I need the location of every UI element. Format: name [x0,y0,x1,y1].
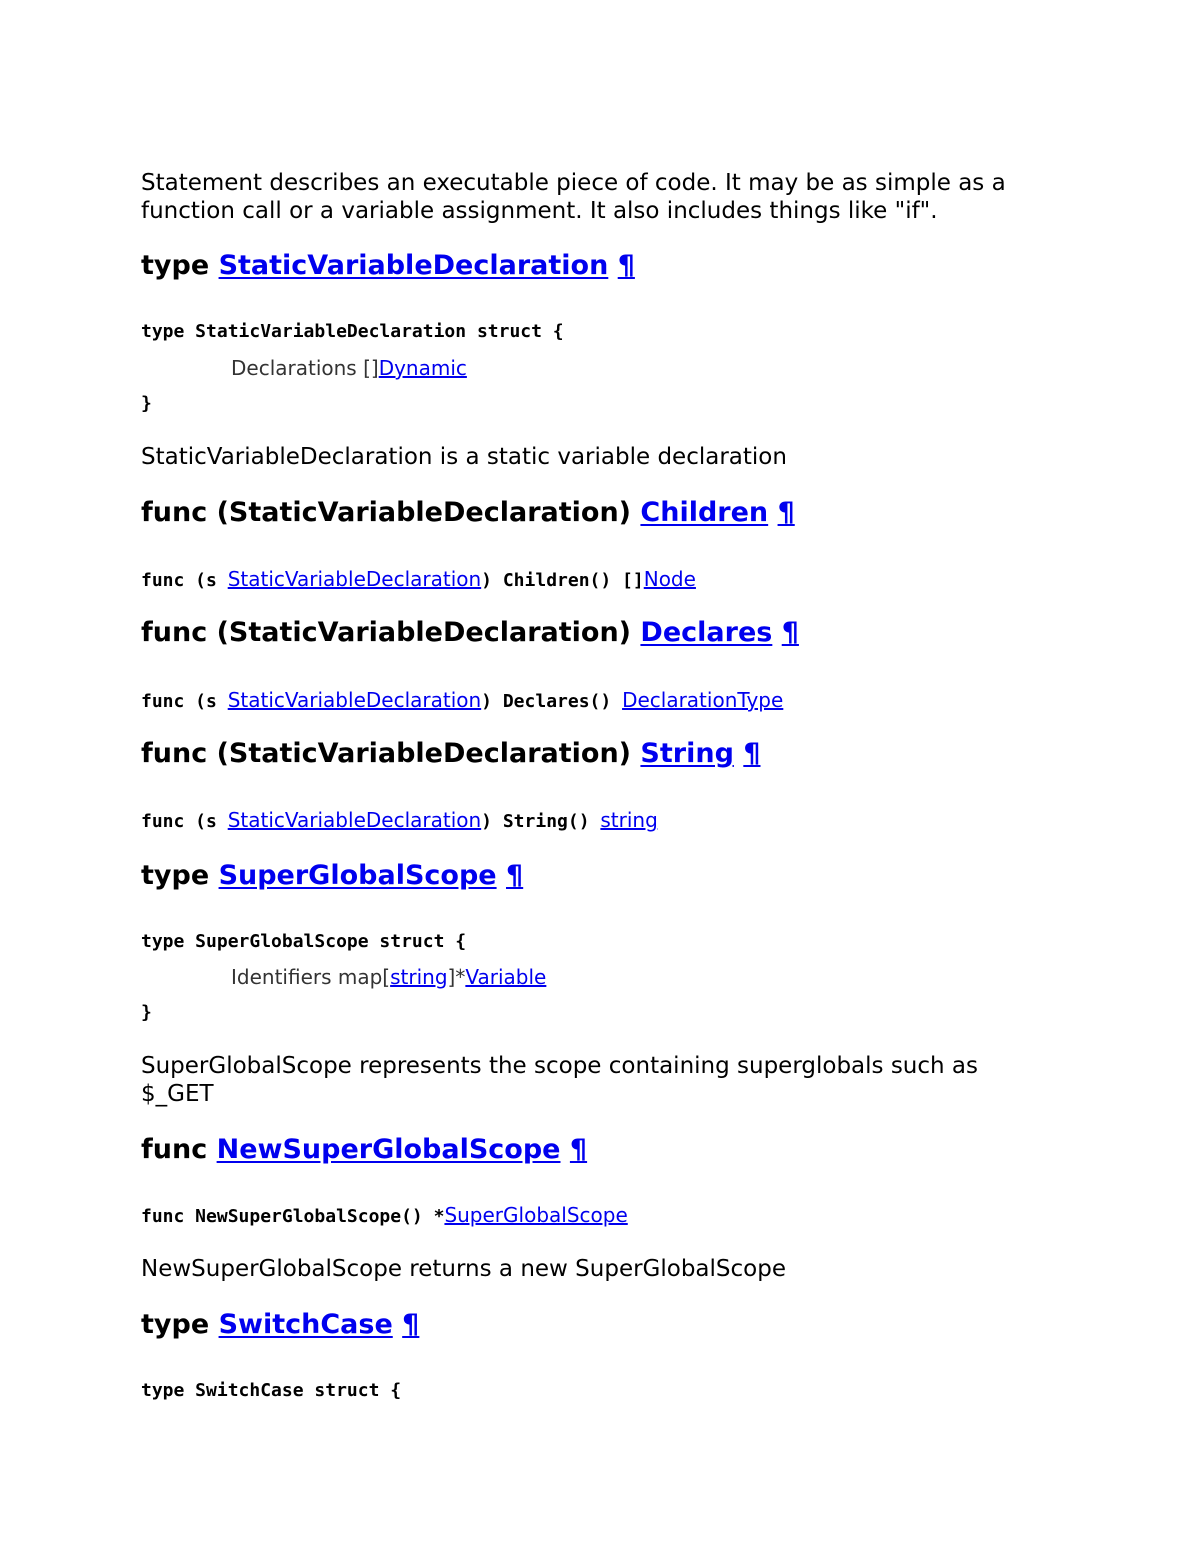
heading-children [141,496,795,530]
pilcrow-link[interactable]: ¶ [743,738,761,769]
field-name: Identifiers map[ [231,965,391,989]
signature-declares [141,688,783,714]
link-string-method[interactable]: String [640,738,734,769]
heading-new-super-global-scope [141,1133,587,1167]
link-node[interactable]: Node [643,567,696,591]
pilcrow-link[interactable]: ¶ [617,250,635,281]
heading-prefix: func (StaticVariableDeclaration) [141,497,632,528]
sig-prefix: func (s [141,691,228,712]
description-super-global-scope: SuperGlobalScope represents the scope containing superglobals such as $_GET [141,1053,978,1107]
heading-prefix: func (StaticVariableDeclaration) [141,738,632,769]
link-string-type[interactable]: string [600,808,658,832]
field-identifiers [231,965,546,989]
code-close-brace: } [141,1002,152,1023]
pilcrow-link[interactable]: ¶ [506,860,524,891]
sig-middle: ) String() [481,811,601,832]
field-declarations [231,356,467,380]
pilcrow-link[interactable]: ¶ [402,1309,420,1340]
link-switch-case[interactable]: SwitchCase [218,1309,393,1340]
heading-prefix: type [141,860,210,891]
link-children[interactable]: Children [640,497,769,528]
code-super-global-scope-open: type SuperGlobalScope struct { [141,931,467,952]
link-dynamic[interactable]: Dynamic [378,356,467,380]
field-mid: ]* [447,965,466,989]
link-new-super-global-scope[interactable]: NewSuperGlobalScope [216,1134,561,1165]
sig-prefix: func (s [141,811,228,832]
heading-static-variable-declaration [141,249,635,283]
link-super-global-scope[interactable]: SuperGlobalScope [218,860,497,891]
signature-children [141,567,696,593]
pilcrow-link[interactable]: ¶ [569,1134,588,1165]
sig-middle: ) Declares() [481,691,623,712]
code-switch-case-open: type SwitchCase struct { [141,1380,402,1401]
link-static-variable-declaration[interactable]: StaticVariableDeclaration [227,688,482,712]
heading-declares [141,616,799,650]
field-name: Declarations [] [231,356,379,380]
intro-paragraph: Statement describes an executable piece of code. It may be as simple as a function call or a variable assignment. It also includes things like "if". [141,170,1006,224]
pilcrow-link[interactable]: ¶ [777,497,795,528]
heading-prefix: type [141,250,210,281]
heading-prefix: func [141,1134,208,1165]
link-static-variable-declaration[interactable]: StaticVariableDeclaration [218,250,609,281]
link-string-type[interactable]: string [390,965,448,989]
link-static-variable-declaration[interactable]: StaticVariableDeclaration [227,567,482,591]
link-variable[interactable]: Variable [465,965,547,989]
link-declares[interactable]: Declares [640,617,773,648]
code-static-variable-declaration-open: type StaticVariableDeclaration struct { [141,321,564,342]
heading-prefix: func (StaticVariableDeclaration) [141,617,632,648]
link-declaration-type[interactable]: DeclarationType [622,688,784,712]
description-static-variable-declaration: StaticVariableDeclaration is a static variable declaration [141,444,787,470]
link-static-variable-declaration[interactable]: StaticVariableDeclaration [227,808,482,832]
sig-middle: ) Children() [] [481,570,644,591]
heading-super-global-scope [141,859,523,893]
signature-new-super-global-scope [141,1203,628,1229]
link-super-global-scope[interactable]: SuperGlobalScope [444,1203,628,1227]
heading-switch-case [141,1308,419,1342]
heading-string [141,737,761,771]
description-new-super-global-scope: NewSuperGlobalScope returns a new SuperGlobalScope [141,1256,786,1282]
signature-string [141,808,658,834]
heading-prefix: type [141,1309,210,1340]
pilcrow-link[interactable]: ¶ [781,617,799,648]
code-close-brace: } [141,393,152,414]
sig-prefix: func NewSuperGlobalScope() * [141,1206,445,1227]
sig-prefix: func (s [141,570,228,591]
